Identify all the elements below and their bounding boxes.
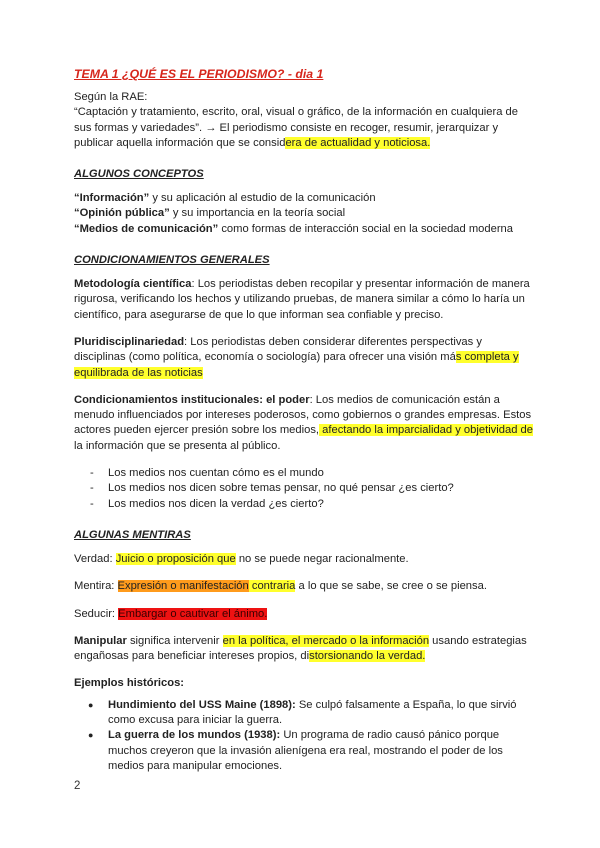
concepto-item: “Opinión pública” y su importancia en la teoría social (74, 207, 346, 220)
page-number: 2 (74, 780, 81, 792)
metodologia-paragraph: Metodología científica: Los periodistas deben recopilar y presentar información de manera rigurosa, verificando los hechos y utilizando pruebas, de manera similar a cómo lo haría un científico, para asegurarse de que lo que informan sea confiable y preciso. (74, 278, 530, 321)
document-page (74, 66, 534, 774)
list-item: ● Hundimiento del USS Maine (1898): Se culpó falsamente a España, lo que sirvió como excusa para iniciar la guerra. (74, 698, 534, 729)
manipular-paragraph: Manipular significa intervenir en la política, el mercado o la información usando estrategias engañosas para beneficiar intereses propios, distorsionando la verdad. (74, 634, 527, 663)
mentira-definition: Mentira: Expresión o manifestación contraria a lo que se sabe, se cree o se piensa. (74, 580, 487, 593)
list-item: - Los medios nos dicen la verdad ¿es cierto? (74, 497, 534, 512)
concepto-item: “Información” y su aplicación al estudio de la comunicación (74, 192, 376, 205)
ejemplos-list (74, 698, 534, 774)
section-heading-conceptos: ALGUNOS CONCEPTOS (74, 168, 204, 181)
verdad-definition: Verdad: Juicio o proposición que no se puede negar racionalmente. (74, 552, 409, 565)
page-title: TEMA 1 ¿QUÉ ES EL PERIODISMO? - dia 1 (74, 67, 324, 81)
list-item: - Los medios nos dicen sobre temas pensar, no qué pensar ¿es cierto? (74, 481, 534, 496)
list-item: - Los medios nos cuentan cómo es el mundo (74, 466, 534, 481)
intro-text: “Captación y tratamiento, escrito, oral, visual o gráfico, de la información en cualquiera de sus formas y variedades”. → El periodismo consiste en recoger, resumir, jerarquizar y publicar aquella información que se consid (74, 106, 518, 149)
seducir-definition: Seducir: Embargar o cautivar el ánimo. (74, 607, 268, 620)
section-heading-condicionamientos: CONDICIONAMIENTOS GENERALES (74, 254, 270, 267)
intro-paragraph (74, 105, 534, 151)
intro-rae-label: Según la RAE: (74, 91, 148, 103)
section-heading-mentiras: ALGUNAS MENTIRAS (74, 528, 191, 541)
ejemplos-heading: Ejemplos históricos: (74, 677, 185, 690)
concepto-item: “Medios de comunicación” como formas de interacción social en la sociedad moderna (74, 222, 513, 235)
medios-list (74, 466, 534, 512)
intro-highlight: era de actualidad y noticiosa. (285, 136, 431, 149)
pluridisciplinariedad-paragraph: Pluridisciplinariedad: Los periodistas deben considerar diferentes perspectivas y disciplinas (como política, economía o sociología) para ofrecer una visión más completa y equilibrada de las noticias (74, 335, 519, 379)
institucionales-paragraph: Condicionamientos institucionales: el poder: Los medios de comunicación están a menudo influenciados por intereses poderosos, como gobiernos o grandes empresas. Estos actores pueden ejercer presión sobre los medios, afectando la imparcialidad y objetividad de la información que se presenta al público. (74, 393, 533, 452)
list-item: ● La guerra de los mundos (1938): Un programa de radio causó pánico porque muchos creyeron que la invasión alienígena era real, mostrando el poder de los medios para manipular emociones. (74, 728, 534, 774)
